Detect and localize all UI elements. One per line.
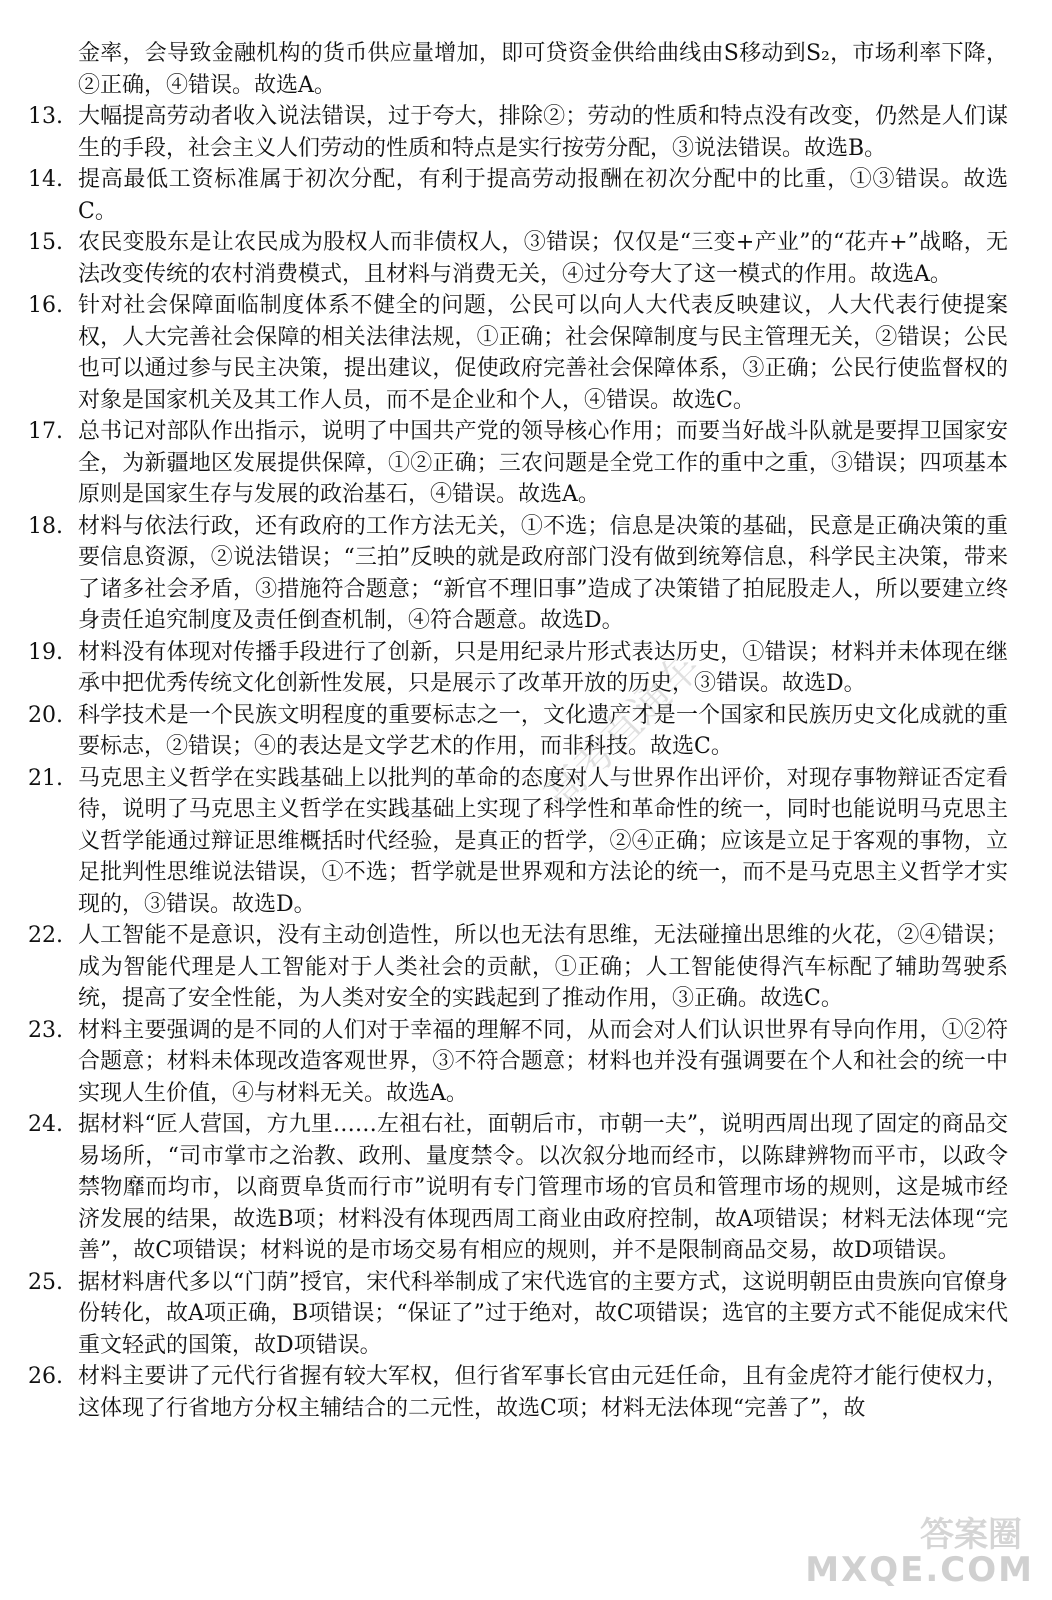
watermark: 高考直通车 (535, 644, 710, 818)
answer-text: 材料没有体现对传播手段进行了创新，只是用纪录片形式表达历史，①错误；材料并未体现在继承中把优秀传统文化创新性发展，只是展示了改革开放的历史，③错误。故选D。 (78, 639, 1008, 696)
answer-number: 16. (28, 293, 63, 318)
answer-item (28, 1267, 1008, 1362)
answer-text: 总书记对部队作出指示，说明了中国共产党的领导核心作用；而要当好战斗队就是要捍卫国家安全，为新疆地区发展提供保障，①②正确；三农问题是全党工作的重中之重，③错误；四项基本原则是国家生存与发展的政治基石，④错误。故选A。 (78, 419, 1008, 507)
answer-item (28, 416, 1008, 511)
answer-text: 材料主要强调的是不同的人们对于幸福的理解不同，从而会对人们认识世界有导向作用，①②符合题意；材料未体现改造客观世界，③不符合题意；材料也并没有强调要在个人和社会的统一中实现人生价值，④与材料无关。故选A。 (78, 1017, 1008, 1106)
answer-text: 针对社会保障面临制度体系不健全的问题，公民可以向人大代表反映建议，人大代表行使提案权，人大完善社会保障的相关法律法规，①正确；社会保障制度与民主管理无关，②错误；公民也可以通过参与民主决策，提出建议，促使政府完善社会保障体系，③正确；公民行使监督权的对象是国家机关及其工作人员，而不是企业和个人，④错误。故选C。 (78, 293, 1008, 413)
answer-text: 据材料“匠人营国，方九里……左祖右社，面朝后市，市朝一夫”，说明西周出现了固定的商品交易场所，“司市掌市之治教、政刑、量度禁令。以次叙分地而经市，以陈肆辨物而平市，以政令禁物靡而均市，以商贾阜货而行市”说明有专门管理市场的官员和管理市场的规则，这是城市经济发展的结果，故选B项；材料没有体现西周工商业由政府控制，故A项错误；材料无法体现“完善”，故C项错误；材料说的是市场交易有相应的规则，并不是限制商品交易，故D项错误。 (78, 1112, 1008, 1263)
answer-text: 材料主要讲了元代行省握有较大军权，但行省军事长官由元廷任命，且有金虎符才能行使权力，这体现了行省地方分权主辅结合的二元性，故选C项；材料无法体现“完善了”，故 (78, 1364, 1008, 1421)
answer-number: 19. (28, 639, 63, 665)
answer-number: 24. (28, 1112, 63, 1137)
answer-item (28, 101, 1008, 164)
answer-item (28, 920, 1008, 1015)
intro-paragraph: 金率，会导致金融机构的货币供应量增加，即可贷资金供给曲线由S移动到S₂，市场利率下降，②正确，④错误。故选A。 (78, 41, 1008, 98)
answer-item (28, 227, 1008, 290)
answer-number: 20. (28, 702, 63, 728)
answer-text: 提高最低工资标准属于初次分配，有利于提高劳动报酬在初次分配中的比重，①③错误。故选C。 (78, 167, 1008, 224)
answer-number: 26. (28, 1364, 63, 1389)
answer-item (28, 1361, 1008, 1424)
site-logo-cn: 答案圈 (920, 1515, 1022, 1555)
answer-number: 21. (28, 765, 63, 791)
answer-number: 23. (28, 1017, 63, 1043)
answer-number: 22. (28, 923, 63, 948)
answer-list (28, 101, 1008, 1424)
answer-number: 13. (28, 104, 63, 129)
answer-text: 材料与依法行政，还有政府的工作方法无关，①不选；信息是决策的基础，民意是正确决策的重要信息资源，②说法错误；“三拍”反映的就是政府部门没有做到统筹信息，科学民主决策，带来了诸多社会矛盾，③措施符合题意；“新官不理旧事”造成了决策错了拍屁股走人，所以要建立终身责任追究制度及责任倒查机制，④符合题意。故选D。 (78, 513, 1008, 633)
answer-text: 大幅提高劳动者收入说法错误，过于夸大，排除②；劳动的性质和特点没有改变，仍然是人们谋生的手段，社会主义人们劳动的性质和特点是实行按劳分配，③说法错误。故选B。 (78, 104, 1008, 161)
answer-text: 科学技术是一个民族文明程度的重要标志之一，文化遗产才是一个国家和民族历史文化成就的重要标志，②错误；④的表达是文学艺术的作用，而非科技。故选C。 (78, 702, 1008, 759)
answer-item (28, 700, 1008, 763)
answer-item (28, 290, 1008, 416)
answer-text: 马克思主义哲学在实践基础上以批判的革命的态度对人与世界作出评价，对现存事物辩证否定看待，说明了马克思主义哲学在实践基础上实现了科学性和革命性的统一，同时也能说明马克思主义哲学能通过辩证思维概括时代经验，是真正的哲学，②④正确；应该是立足于客观的事物，立足批判性思维说法错误，①不选；哲学就是世界观和方法论的统一，而不是马克思主义哲学才实现的，③错误。故选D。 (78, 765, 1008, 917)
answer-item (28, 637, 1008, 700)
answer-number: 18. (28, 513, 63, 539)
answer-item (28, 1015, 1008, 1110)
answer-item (28, 511, 1008, 637)
answer-item (28, 164, 1008, 227)
answer-item (28, 1109, 1008, 1267)
site-logo-text: MXQE.COM (805, 1550, 1034, 1590)
answer-number: 17. (28, 419, 63, 444)
answer-number: 14. (28, 167, 63, 192)
answer-number: 15. (28, 230, 63, 255)
answer-number: 25. (28, 1269, 63, 1295)
answer-text: 农民变股东是让农民成为股权人而非债权人，③错误；仅仅是“三变+产业”的“花卉+”战略，无法改变传统的农村消费模式，且材料与消费无关，④过分夸大了这一模式的作用。故选A。 (78, 230, 1008, 287)
answer-text: 据材料唐代多以“门荫”授官，宋代科举制成了宋代选官的主要方式，这说明朝臣由贵族向官僚身份转化，故A项正确，B项错误；“保证了”过于绝对，故C项错误；选官的主要方式不能促成宋代重文轻武的国策，故D项错误。 (78, 1269, 1008, 1358)
answer-text: 人工智能不是意识，没有主动创造性，所以也无法有思维，无法碰撞出思维的火花，②④错误；成为智能代理是人工智能对于人类社会的贡献，①正确；人工智能使得汽车标配了辅助驾驶系统，提高了安全性能，为人类对安全的实践起到了推动作用，③正确。故选C。 (78, 923, 1008, 1011)
answer-item (28, 763, 1008, 921)
